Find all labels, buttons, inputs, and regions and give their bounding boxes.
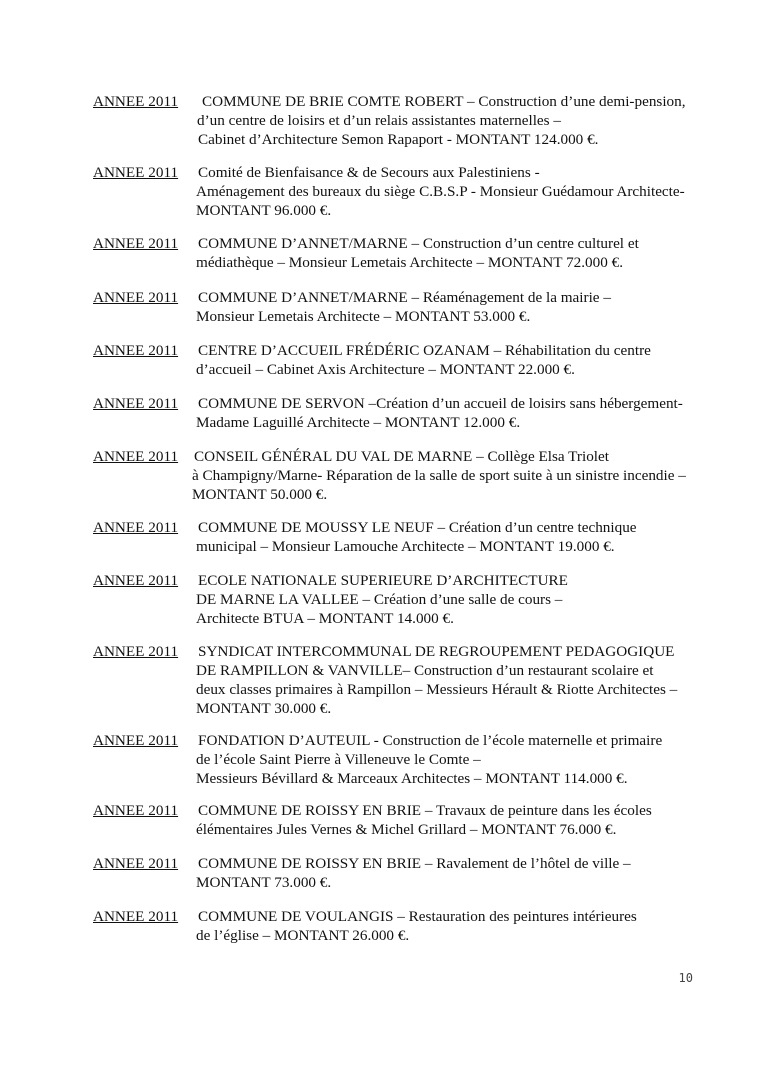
entry-year: ANNEE 2011	[93, 802, 179, 819]
entry-line: COMMUNE DE VOULANGIS – Restauration des peintures intérieures	[198, 908, 637, 925]
entry-line: deux classes primaires à Rampillon – Messieurs Hérault & Riotte Architectes –	[196, 681, 678, 698]
entry-line: Comité de Bienfaisance & de Secours aux Palestiniens -	[198, 164, 540, 181]
entry-line: FONDATION D’AUTEUIL - Construction de l’école maternelle et primaire	[198, 732, 663, 749]
entry-line: COMMUNE DE SERVON –Création d’un accueil de loisirs sans hébergement-	[198, 395, 683, 412]
entry-line: Architecte BTUA – MONTANT 14.000 €.	[196, 610, 454, 627]
entry-line: de l’église – MONTANT 26.000 €.	[196, 927, 410, 944]
entry-line: SYNDICAT INTERCOMMUNAL DE REGROUPEMENT PEDAGOGIQUE	[198, 643, 675, 660]
entry-line: à Champigny/Marne- Réparation de la salle de sport suite à un sinistre incendie –	[192, 467, 686, 484]
entry-line: COMMUNE DE ROISSY EN BRIE – Ravalement de l’hôtel de ville –	[198, 855, 631, 872]
entry-year: ANNEE 2011	[93, 519, 179, 536]
entry-line: de l’école Saint Pierre à Villeneuve le Comte –	[196, 751, 481, 768]
entry-line: COMMUNE DE BRIE COMTE ROBERT – Construction d’une demi-pension,	[202, 93, 686, 110]
entry-line: médiathèque – Monsieur Lemetais Architecte – MONTANT 72.000 €.	[196, 254, 624, 271]
entry-line: d’un centre de loisirs et d’un relais assistantes maternelles –	[197, 112, 561, 129]
entry-year: ANNEE 2011	[93, 235, 179, 252]
entry-line: municipal – Monsieur Lamouche Architecte – MONTANT 19.000 €.	[196, 538, 615, 555]
entry-line: ECOLE NATIONALE SUPERIEURE D’ARCHITECTURE	[198, 572, 568, 589]
entry-line: COMMUNE D’ANNET/MARNE – Construction d’un centre culturel et	[198, 235, 639, 252]
entry-year: ANNEE 2011	[93, 732, 179, 749]
entry-line: Madame Laguillé Architecte – MONTANT 12.000 €.	[196, 414, 521, 431]
entry-year: ANNEE 2011	[93, 93, 179, 110]
entry-year: ANNEE 2011	[93, 908, 179, 925]
entry-year: ANNEE 2011	[93, 289, 179, 306]
entry-year: ANNEE 2011	[93, 342, 179, 359]
entry-line: d’accueil – Cabinet Axis Architecture – MONTANT 22.000 €.	[196, 361, 575, 378]
page-number: 10	[678, 971, 693, 985]
entry-line: élémentaires Jules Vernes & Michel Grillard – MONTANT 76.000 €.	[196, 821, 617, 838]
entry-year: ANNEE 2011	[93, 572, 179, 589]
entry-line: COMMUNE D’ANNET/MARNE – Réaménagement de la mairie –	[198, 289, 611, 306]
entry-line: COMMUNE DE MOUSSY LE NEUF – Création d’un centre technique	[198, 519, 637, 536]
entry-line: CENTRE D’ACCUEIL FRÉDÉRIC OZANAM – Réhabilitation du centre	[198, 342, 651, 359]
entry-line: DE RAMPILLON & VANVILLE– Construction d’un restaurant scolaire et	[196, 662, 654, 679]
entry-line: MONTANT 96.000 €.	[196, 202, 332, 219]
entry-year: ANNEE 2011	[93, 643, 179, 660]
entry-year: ANNEE 2011	[93, 395, 179, 412]
entry-line: Messieurs Bévillard & Marceaux Architectes – MONTANT 114.000 €.	[196, 770, 628, 787]
entry-line: MONTANT 50.000 €.	[192, 486, 328, 503]
entry-year: ANNEE 2011	[93, 855, 179, 872]
entry-line: MONTANT 30.000 €.	[196, 700, 332, 717]
entry-year: ANNEE 2011	[93, 448, 179, 465]
entry-line: CONSEIL GÉNÉRAL DU VAL DE MARNE – Collège Elsa Triolet	[194, 448, 609, 465]
entry-line: Monsieur Lemetais Architecte – MONTANT 53.000 €.	[196, 308, 531, 325]
entry-line: COMMUNE DE ROISSY EN BRIE – Travaux de peinture dans les écoles	[198, 802, 652, 819]
entry-line: DE MARNE LA VALLEE – Création d’une salle de cours –	[196, 591, 563, 608]
entry-line: MONTANT 73.000 €.	[196, 874, 332, 891]
entry-line: Aménagement des bureaux du siège C.B.S.P - Monsieur Guédamour Architecte-	[196, 183, 685, 200]
entry-year: ANNEE 2011	[93, 164, 179, 181]
entry-line: Cabinet d’Architecture Semon Rapaport - MONTANT 124.000 €.	[198, 131, 599, 148]
